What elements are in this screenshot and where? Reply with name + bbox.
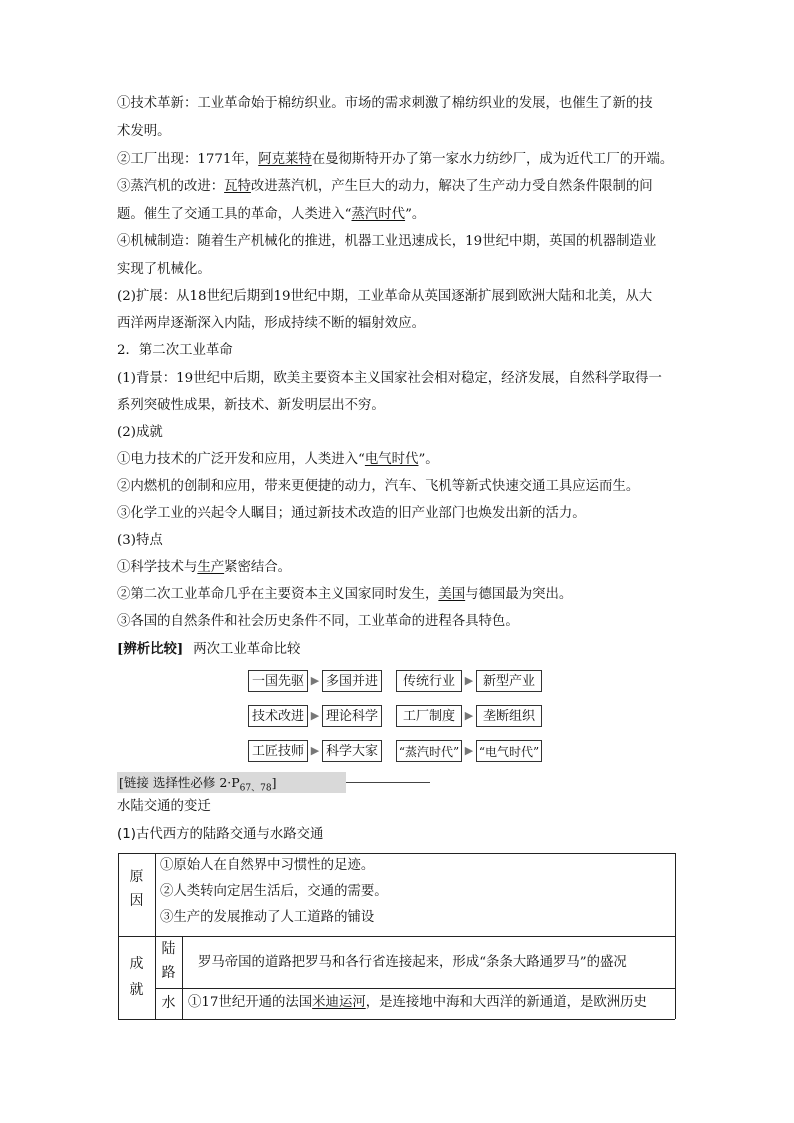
arrow-right-icon: ▶ [464,744,474,757]
table-border [118,1019,675,1020]
text: 题。催生了交通工具的革命，人类进入“ [117,207,352,222]
paragraph-feature-1 [117,558,291,578]
flow-box: 技术改进 [248,705,308,727]
water-text [188,993,647,1013]
subheading: (3)特点 [117,533,163,548]
paragraph: 系列突破性成果，新技术、新发明层出不穷。 [117,398,385,413]
text: ①电力技术的广泛开发和应用，人类进入“ [117,452,365,467]
paragraph: ③各国的自然条件和社会历史条件不同，工业革命的进程各具特色。 [117,614,519,629]
underlined-answer: 电气时代 [364,452,419,467]
section-heading: 2．第二次工业革命 [117,343,233,358]
underlined-answer: 生产 [197,560,225,575]
text: 紧密结合。 [224,560,292,575]
analysis-heading [117,639,300,660]
table-border [675,853,676,1019]
paragraph: ②内燃机的创制和应用，带来更便捷的动力，汽车、飞机等新式快速交通工具应运而生。 [117,479,640,494]
paragraph: ④机械制造：随着生产机械化的推进，机器工业迅速成长，19世纪中期，英国的机器制造业 [117,234,657,249]
text: 在曼彻斯特开办了第一家水力纺纱厂，成为近代工厂的开端。 [311,152,674,167]
underlined-answer: 瓦特 [224,179,251,194]
flow-box: 传统行业 [396,670,462,692]
section-subtitle: (1)古代西方的陆路交通与水路交通 [117,827,324,842]
sub-header-water: 水 [161,995,176,1011]
text: ①科学技术与 [117,560,198,575]
arrow-right-icon: ▶ [464,674,474,687]
reason-item: ②人类转向定居生活后，交通的需要。 [160,884,388,899]
flow-box: 工厂制度 [396,705,462,727]
flow-box: 新型产业 [476,670,542,692]
text: ，是连接地中海和大西洋的新通道，是欧洲历史 [365,995,647,1010]
paragraph-electric [117,450,439,470]
text: ②工厂出现：1771年， [117,152,259,167]
row-header-achievement [118,951,155,1003]
link-pages: 67、78 [239,783,272,794]
divider [346,782,430,783]
text: ”。 [418,452,439,467]
paragraph: ①技术革新：工业革命始于棉纺织业。市场的需求刺激了棉纺织业的发展，也催生了新的技 [117,96,653,111]
transport-table [118,853,675,1019]
table-border [118,936,675,937]
link-close: ] [271,775,277,790]
flow-box: 工匠技师 [248,740,308,762]
reason-item: ①原始人在自然界中习惯性的足迹。 [160,858,375,873]
paragraph-steam-2 [117,205,425,225]
paragraph: (1)背景：19世纪中后期，欧美主要资本主义国家社会相对稳定，经济发展，自然科学取得一 [117,371,662,386]
paragraph: 术发明。 [117,124,171,139]
flow-box: “蒸汽时代” [396,740,462,762]
paragraph: 实现了机械化。 [117,262,211,277]
underlined-answer: 阿克莱特 [258,152,312,167]
paragraph-steam [117,177,653,197]
subheading: (2)成就 [117,425,163,440]
underlined-answer: 米迪运河 [312,995,366,1010]
text: ①17世纪开通的法国 [188,995,313,1010]
land-text: 罗马帝国的道路把罗马和各行省连接起来，形成“条条大路通罗马”的盛况 [198,955,627,970]
table-border [118,853,675,854]
label-text: 陆路 [161,941,176,981]
flow-box: 一国先驱 [248,670,308,692]
text: ”。 [405,207,426,222]
section-title: 水陆交通的变迁 [117,799,211,814]
arrow-right-icon: ▶ [464,709,474,722]
underlined-answer: 美国 [438,587,466,602]
arrow-right-icon: ▶ [310,744,320,757]
table-border [182,936,183,1019]
paragraph: ③化学工业的兴起令人瞩目；通过新技术改造的旧产业部门也焕发出新的活力。 [117,506,586,521]
text: ②第二次工业革命几乎在主要资本主义国家同时发生， [117,587,439,602]
label-text: 原因 [129,869,144,909]
flow-box: “电气时代” [476,740,542,762]
sub-header-land [155,937,182,985]
analysis-tag: [辨析比较] [117,641,184,657]
row-header-reason [118,865,155,913]
arrow-right-icon: ▶ [310,674,320,687]
text: 改进蒸汽机，产生巨大的动力，解决了生产动力受自然条件限制的问 [250,179,653,194]
paragraph: 西洋两岸逐渐深入内陆，形成持续不断的辐射效应。 [117,316,425,331]
flow-box: 垄断组织 [476,705,542,727]
link-reference [117,772,346,793]
flow-box: 科学大家 [322,740,382,762]
text: ③蒸汽机的改进： [117,179,225,194]
comparison-diagram [248,670,548,770]
link-label: [链接 选择性必修 2·P [119,775,240,790]
reason-item: ③生产的发展推动了人工道路的铺设 [160,910,375,925]
analysis-title: 两次工业革命比较 [193,642,301,657]
paragraph-factory [117,150,673,170]
arrow-right-icon: ▶ [310,709,320,722]
paragraph: (2)扩展：从18世纪后期到19世纪中期，工业革命从英国逐渐扩展到欧洲大陆和北美，从大 [117,289,653,304]
table-border [155,988,675,989]
paragraph-feature-2 [117,585,572,605]
text: 与德国最为突出。 [465,587,573,602]
underlined-answer: 蒸汽时代 [351,207,406,222]
flow-box: 理论科学 [322,705,382,727]
flow-box: 多国并进 [322,670,382,692]
label-text: 成就 [129,956,144,998]
